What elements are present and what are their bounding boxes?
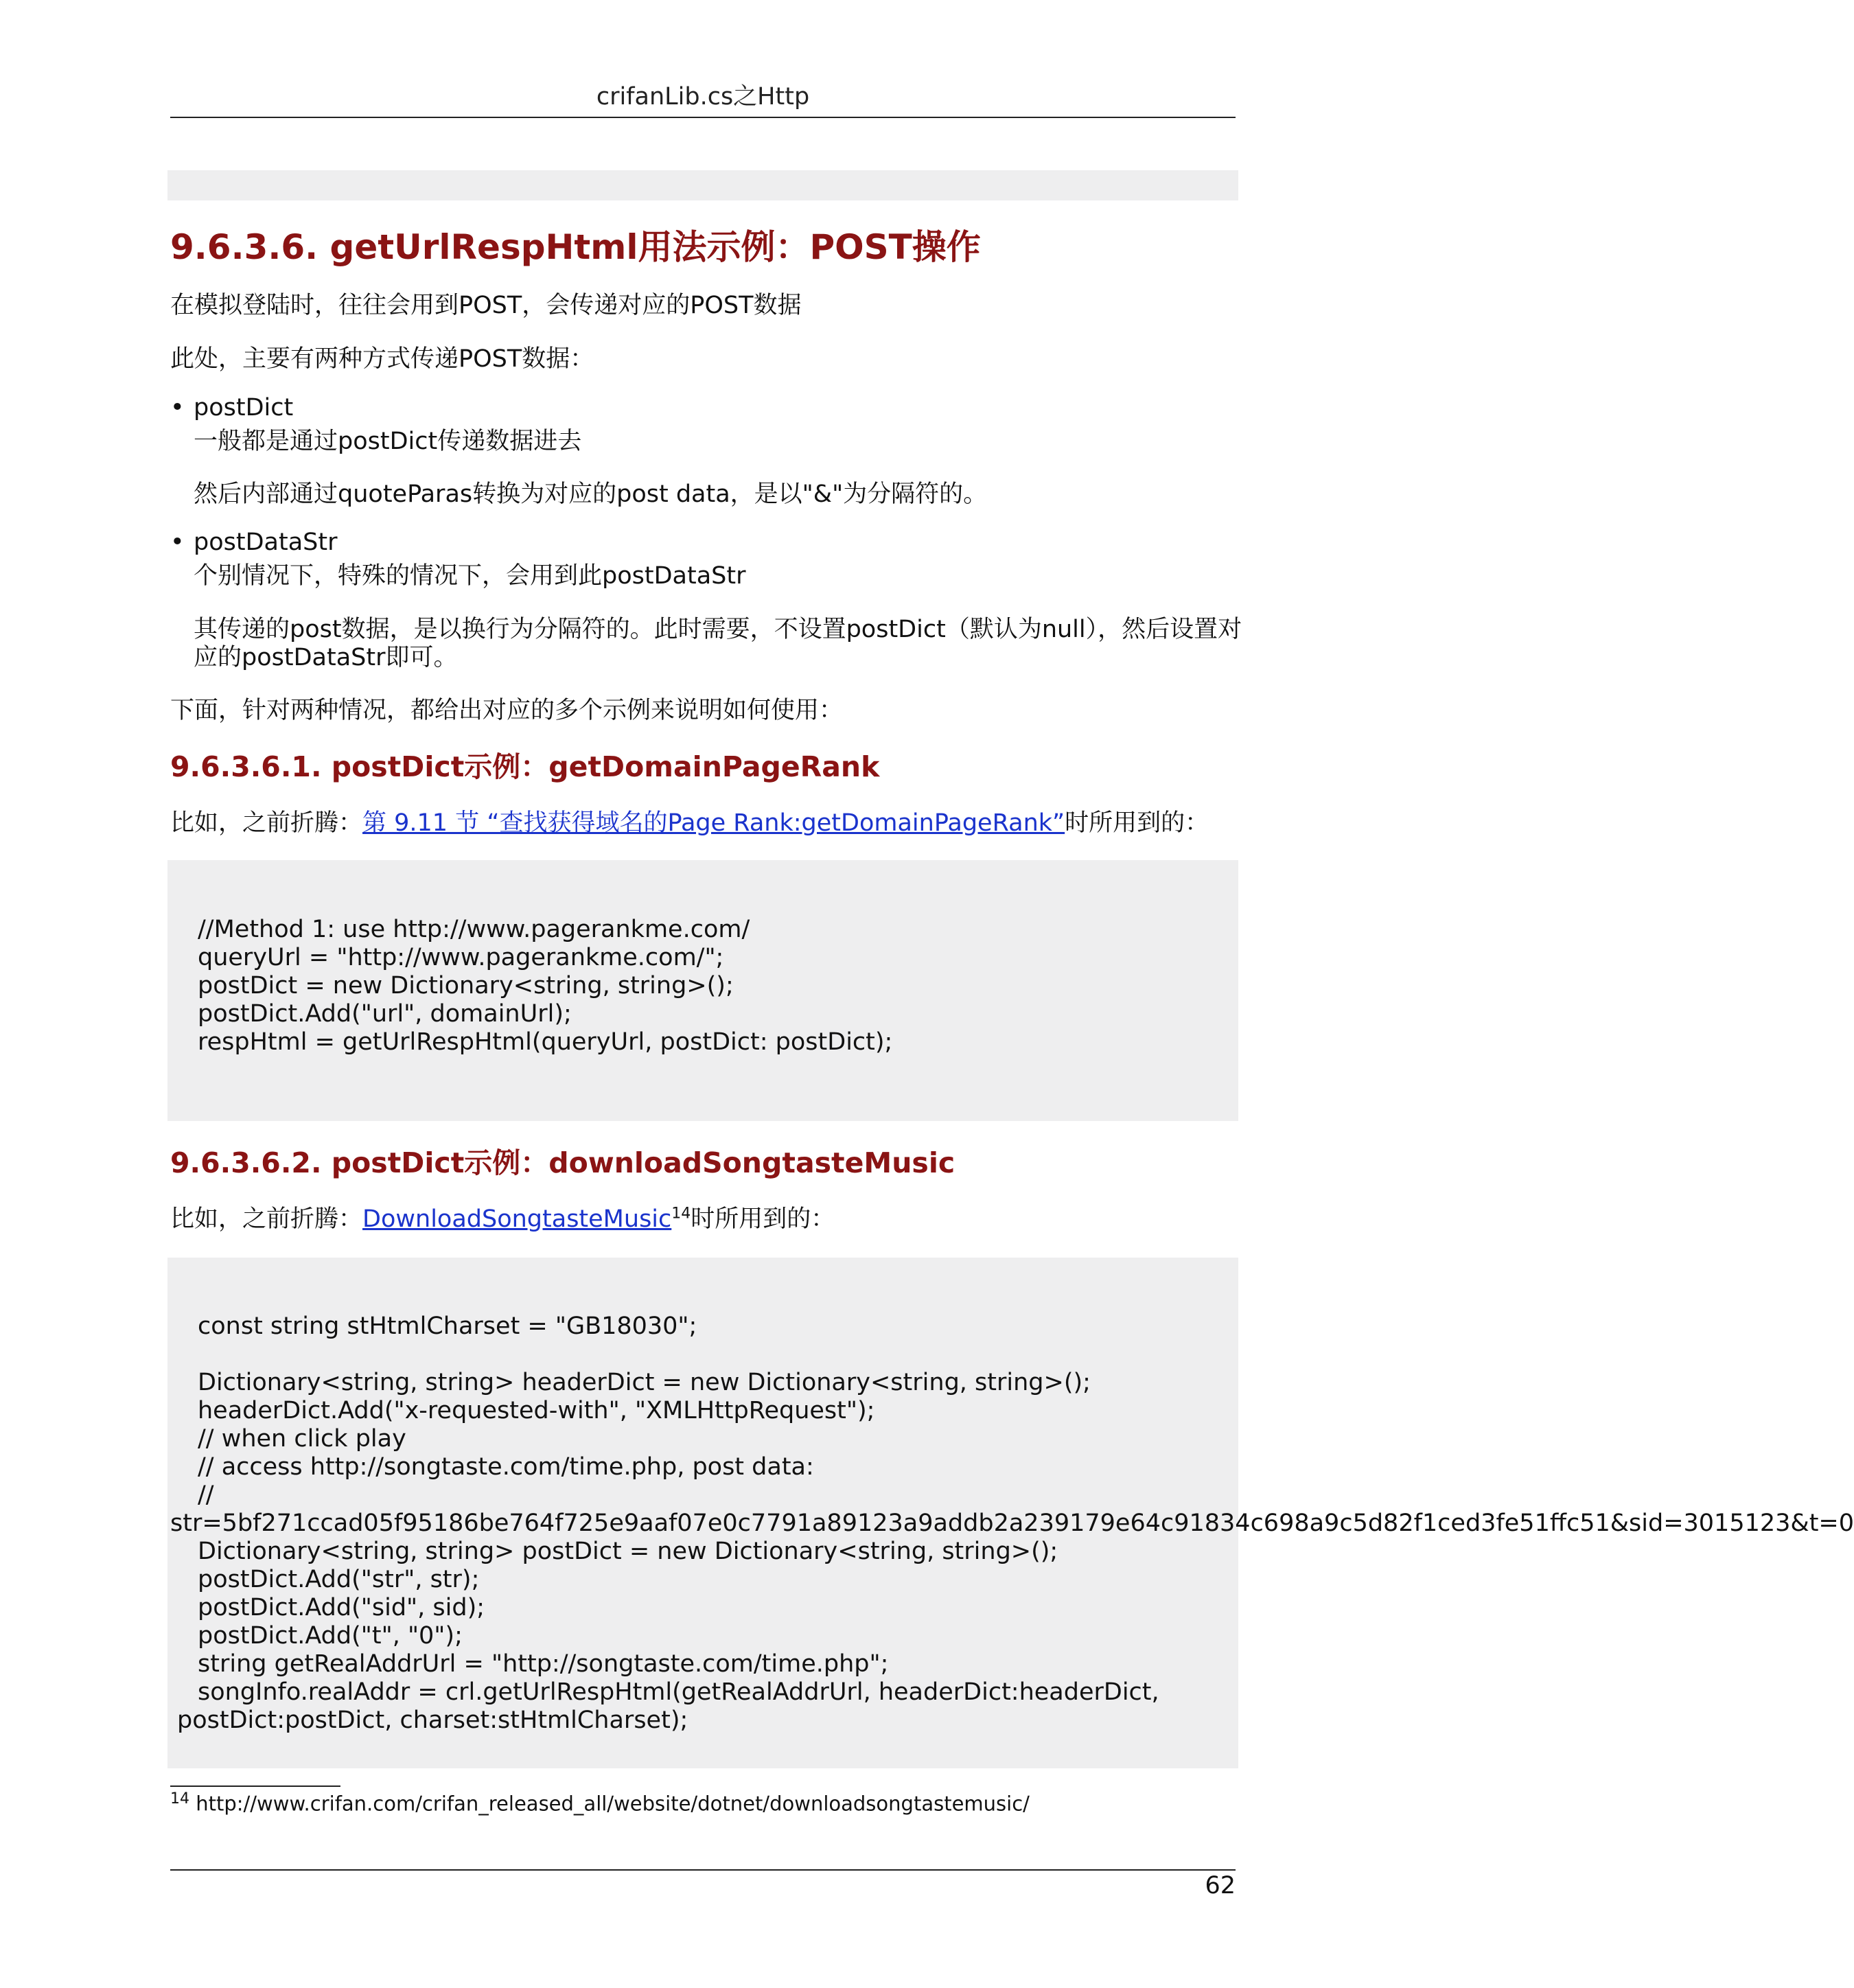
footnote-number: 14 <box>170 1790 189 1807</box>
sub2-lead-paragraph <box>170 1200 835 1234</box>
bullet-term-postdict: postDict <box>194 394 294 421</box>
bullet-marker: • <box>170 529 185 556</box>
code-line: Dictionary<string, string> postDict = new Dictionary<string, string>(); <box>198 1538 1058 1565</box>
sub1-tail-text: 时所用到的： <box>1065 809 1209 837</box>
code-line: //Method 1: use http://www.pagerankme.com/ <box>198 916 750 943</box>
header-rule <box>170 117 1236 118</box>
bullet-text-postdatastr-2b: 应的postDataStr即可。 <box>194 644 458 671</box>
running-header: crifanLib.cs之Http <box>596 83 810 111</box>
sub2-lead-text: 比如，之前折腾： <box>170 1205 363 1233</box>
bullet-text-postdict-1: 一般都是通过postDict传递数据进去 <box>194 428 582 455</box>
footnote-rule <box>170 1785 340 1787</box>
footnote <box>170 1790 1030 1816</box>
intro-paragraph-1: 在模拟登陆时，往往会用到POST，会传递对应的POST数据 <box>170 292 802 319</box>
summary-paragraph: 下面，针对两种情况，都给出对应的多个示例来说明如何使用： <box>170 697 844 724</box>
code-line: postDict.Add("t", "0"); <box>198 1622 463 1650</box>
bullet-text-postdatastr-2a: 其传递的post数据，是以换行为分隔符的。此时需要，不设置postDict（默认为null），然后设置对 <box>194 616 1242 643</box>
code-line: // when click play <box>198 1425 406 1453</box>
intro-paragraph-2: 此处，主要有两种方式传递POST数据： <box>170 345 594 373</box>
subsection-heading-1: 9.6.3.6.1. postDict示例：getDomainPageRank <box>170 750 880 783</box>
subsection-heading-2: 9.6.3.6.2. postDict示例：downloadSongtasteMusic <box>170 1146 955 1179</box>
sub2-tail-text: 时所用到的： <box>691 1205 835 1233</box>
footnote-reference[interactable]: 14 <box>671 1205 691 1223</box>
code-line: postDict = new Dictionary<string, string>(); <box>198 972 734 999</box>
code-line: postDict.Add("url", domainUrl); <box>198 1000 572 1028</box>
code-line: const string stHtmlCharset = "GB18030"; <box>198 1313 697 1340</box>
bullet-text-postdict-2: 然后内部通过quoteParas转换为对应的post data，是以"&"为分隔符的。 <box>194 481 988 508</box>
code-line: postDict.Add("sid", sid); <box>198 1594 485 1621</box>
code-line: postDict:postDict, charset:stHtmlCharset); <box>177 1707 688 1734</box>
code-line: respHtml = getUrlRespHtml(queryUrl, postDict: postDict); <box>198 1028 893 1056</box>
bullet-term-postdatastr: postDataStr <box>194 529 338 556</box>
code-line: // <box>198 1481 214 1509</box>
code-block-tail <box>167 170 1238 200</box>
code-line: headerDict.Add("x-requested-with", "XMLHttpRequest"); <box>198 1397 875 1424</box>
code-line: string getRealAddrUrl = "http://songtaste.com/time.php"; <box>198 1650 889 1678</box>
code-line: Dictionary<string, string> headerDict = new Dictionary<string, string>(); <box>198 1369 1091 1396</box>
cross-reference-link[interactable]: 第 9.11 节 “查找获得域名的Page Rank:getDomainPageRank” <box>362 809 1065 837</box>
code-line: // access http://songtaste.com/time.php, post data: <box>198 1453 814 1481</box>
code-line: postDict.Add("str", str); <box>198 1566 480 1593</box>
page-number: 62 <box>1205 1872 1236 1899</box>
section-heading: 9.6.3.6. getUrlRespHtml用法示例：POST操作 <box>170 227 981 267</box>
bullet-text-postdatastr-1: 个别情况下，特殊的情况下，会用到此postDataStr <box>194 562 746 590</box>
sub1-lead-paragraph <box>170 804 1209 838</box>
external-link-downloadsongtastemusic[interactable]: DownloadSongtasteMusic <box>362 1205 672 1233</box>
bullet-marker: • <box>170 394 185 421</box>
code-line-overflow: str=5bf271ccad05f95186be764f725e9aaf07e0c7791a89123a9addb2a239179e64c91834c698a9c5d82f1ced3fe51ffc51&sid=3015123&t=0 <box>170 1510 1854 1537</box>
code-line: songInfo.realAddr = crl.getUrlRespHtml(getRealAddrUrl, headerDict:headerDict, <box>198 1678 1159 1706</box>
code-line: queryUrl = "http://www.pagerankme.com/"; <box>198 944 724 971</box>
footnote-url: http://www.crifan.com/crifan_released_all/website/dotnet/downloadsongtastemusic/ <box>196 1792 1030 1816</box>
sub1-lead-text: 比如，之前折腾： <box>170 809 363 837</box>
footer-rule <box>170 1869 1236 1871</box>
